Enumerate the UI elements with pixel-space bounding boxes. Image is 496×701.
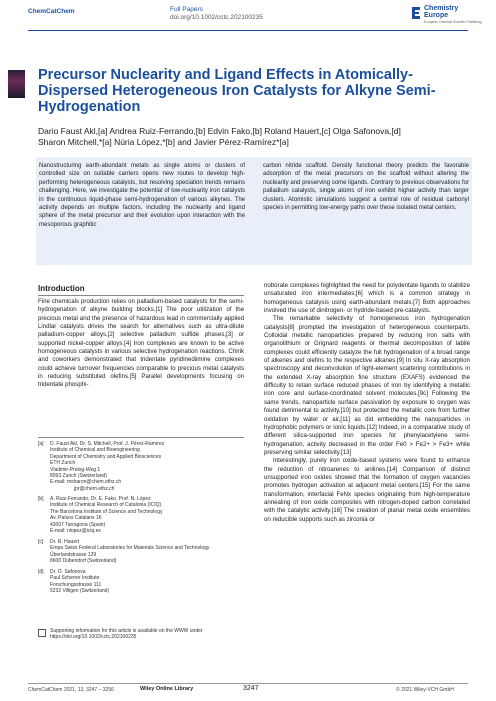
abstract-box: [36, 157, 472, 265]
supporting-info-link[interactable]: Supporting information for this article is available on the WWW under https://doi.org/10.1002/cctc.202100235: [50, 628, 203, 641]
page-number: 3247: [243, 685, 259, 692]
document-icon: [38, 629, 46, 637]
journal-name: ChemCatChem: [28, 8, 75, 15]
heading-divider: [38, 295, 244, 296]
footer-citation: ChemCatChem 2021, 13, 3247 – 3256: [28, 687, 114, 693]
paragraph: noborate complexes highlighted the need for polydentate ligands to stabilize unsaturated iron intermediates;[6] which is a common strategy in homogeneous catalysis using earth-abundant metals.[7] Both approaches involved the use of dinitrogen- or hydride-based pre-catalysts.: [264, 282, 470, 315]
supporting-info: [38, 628, 244, 641]
affiliation-c: [c] Dr. R. Hauert Empa Swiss Federal Laboratories for Materials Science and Technology Überlandstrasse 129 8600 Dübendorf (Switzerland): [38, 539, 210, 565]
paragraph: Fine chemicals production relies on palladium-based catalysts for the semi-hydrogenation of alkyne building blocks.[1] The poor utilization of the precious metal and the presence of hazardous lead in commercially applied Lindlar catalysts drives the search for alternatives such as ultra-dilute palladium-copper alloys,[2] selective palladium sulfide phases,[3] or supported nickel-copper alloys.[4] Iron complexes are known to be active homogeneous catalysts in various selective hydrogenation reactions. Chirik and coworkers demonstrated that tridentate pyridinediimine complexes could achieve turnover frequencies comparable to precious metal catalysts in reducing substituted olefins.[5] Parallel developments focusing on tridentate phosphi-: [38, 298, 244, 389]
logo-subtitle: European Chemical Societies Publishing: [424, 20, 482, 24]
affiliation-d: [d] Dr. O. Safonova Paul Scherrer Institute Forschungsstrasse 111 5232 Villigen (Switzerland): [38, 569, 110, 595]
abstract-left: Nanostructuring earth-abundant metals as single atoms or clusters of controlled size on suitable carriers opens new routes to develop high-performing heterogeneous catalysts, but resolving speciation trends remains challenging. Here, we investigate the potential of low-nuclearity iron catalysts in the continuous liquid-phase semi-hydrogenation of various alkynes. The activity depends on multiple factors, including the nuclearity and ligand sphere of the metal precursor and their evolution upon interaction with the mesoporous graphitic: [39, 163, 245, 228]
footer-copyright: © 2021 Wiley-VCH GmbH: [396, 687, 454, 693]
affiliation-a: [a] D. Faust Akl, Dr. S. Mitchell, Prof. J. Pérez-Ramírez Institute of Chemical and Bioengineering Department of Chemistry and Applied Biosciences ETH Zurich Vladimir-Prelog-Weg 1 8093 Zurich (Switzerland) E-mail: msharon@chem.ethz.ch jpr@chem.ethz.ch: [38, 441, 244, 492]
chemistry-europe-logo-icon: [410, 6, 422, 20]
article-title: Precursor Nuclearity and Ligand Effects in Atomically-Dispersed Heterogeneous Iron Catalysts for Alkyne Semi-Hydrogenation: [38, 67, 436, 115]
abstract-right: carbon nitride scaffold. Density functional theory predicts the favorable adsorption of the metal precursors on the scaffold without altering the nuclearity and preserving some ligands. Contrary to previous observations for palladium catalysts, single atoms of iron exhibit higher activity than larger clusters. Atomistic simulations suggest a central role of residual carbonyl species in permitting low-energy paths over these isolated metal centers.: [263, 163, 469, 212]
affiliation-divider: [38, 437, 244, 438]
doi-link[interactable]: doi.org/10.1002/cctc.202100235: [170, 14, 263, 21]
author-list: Dario Faust Akl,[a] Andrea Ruiz-Ferrando,[b] Edvin Fako,[b] Roland Hauert,[c] Olga Safonova,[d] Sharon Mitchell,*[a] Núria López,*[b] and Javier Pérez-Ramírez*[a]: [38, 126, 401, 147]
article-meta: [170, 6, 263, 22]
introduction-heading: Introduction: [38, 284, 85, 293]
publisher-logo: [410, 4, 490, 32]
paragraph: Interestingly, purely iron oxide-based systems were found to enhance the reduction of nitroarenes to anilines.[14] Comparison of distinct unsupported iron oxides showed that the formation of oxygen vacancies promotes hydrogen activation at adjacent metal centers.[15] For the same transformation, interfacial FeNx species originating from high-temperature annealing of iron oxide composites with nitrogen-doped carbon correlated with the catalytic activity.[16] The creation of planar metal oxide ensembles on reducible supports such as zirconia or: [264, 457, 470, 523]
body-column-left: [38, 298, 244, 390]
header-divider: [28, 30, 468, 31]
email-link[interactable]: E-mail: nlopez@iciq.es: [50, 528, 101, 535]
cover-thumbnail[interactable]: [8, 70, 25, 98]
email-link[interactable]: jpr@chem.ethz.ch: [74, 485, 115, 492]
footer-divider: [28, 683, 468, 684]
affiliation-b: [b] A. Ruiz-Ferrando, Dr. E. Fako, Prof. N. López Institute of Chemical Research of Catalonia (ICIQ) The Barcelona Institute of Science and Technology Av. Països Catalans 16 43007 Tarragona (Spain) E-mail: nlopez@iciq.es: [38, 496, 244, 534]
footer-brand[interactable]: Wiley Online Library: [140, 686, 194, 692]
logo-wordmark: Chemistry Europe: [424, 5, 459, 19]
article-type: Full Papers: [170, 6, 203, 13]
paragraph: The remarkable selectivity of homogeneous iron hydrogenation catalysts[8] prompted the investigation of heterogeneous counterparts. Colloidal metallic nanoparticles prepared by reducing iron salts with organolithium or Grignard reagents or thermal decomposition of labile complexes could efficiently catalyze the full hydrogenation of a broad range of alkenes and olefins to the respective alkanes.[9] In situ X-ray absorption spectroscopy and deconvolution of light-element scattering contributions in the extended X-ray absorption fine structure (EXAFS) evidenced the difficulty to retain surface reduced phases of iron by identifying a metallic iron core and surface-coordinated solvent molecules.[9c] Following the same trends, nanoparticle surface passivation by exposure to oxygen was found detrimental to activity,[10] but protected the metallic core from further oxidation by water or air,[11] as did embedding the nanoparticles in hydrophobic polymers or ionic liquids.[12] Indeed, in a comparative study of different silica-supported iron species for phenylacetylene semi-hydrogenation, activity decreased in the order Fe0 > Fe2+ > Fe3+ while preserving similar selectivity.[13]: [264, 315, 470, 456]
email-link[interactable]: E-mail: msharon@chem.ethz.ch: [50, 479, 122, 486]
body-column-right: [264, 282, 470, 524]
